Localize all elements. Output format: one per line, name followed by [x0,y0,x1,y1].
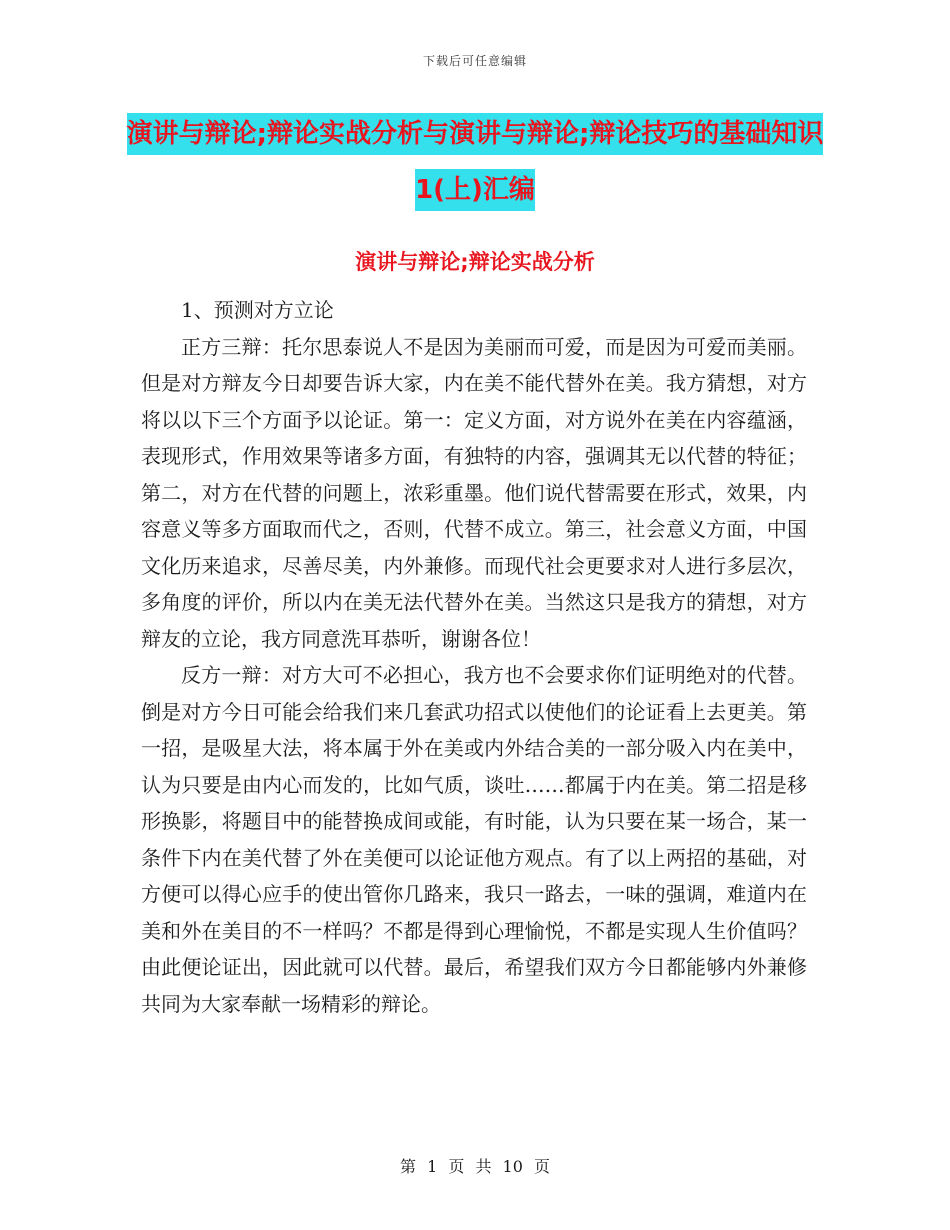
page-header-note: 下载后可任意编辑 [422,54,527,68]
document-body [141,292,807,1022]
paragraph: 正方三辩：托尔思泰说人不是因为美丽而可爱，而是因为可爱而美丽。但是对方辩友今日却要告诉大家，内在美不能代替外在美。我方猜想，对方将以以下三个方面予以论证。第一：定义方面，对方说外在美在内容蕴涵，表现形式，作用效果等诸多方面，有独特的内容，强调其无以代替的特征；第二，对方在代替的问题上，浓彩重墨。他们说代替需要在形式，效果，内容意义等多方面取而代之，否则，代替不成立。第三，社会意义方面，中国文化历来追求，尽善尽美，内外兼修。而现代社会更要求对人进行多层次，多角度的评价，所以内在美无法代替外在美。当然这只是我方的猜想，对方辩友的立论，我方同意洗耳恭听，谢谢各位！ [141,334,807,651]
document-title [120,106,830,218]
document-title-highlight: 演讲与辩论;辩论实战分析与演讲与辩论;辩论技巧的基础知识1(上)汇编 [127,113,824,211]
section-title: 演讲与辩论;辩论实战分析 [355,250,595,274]
paragraph: 反方一辩：对方大可不必担心，我方也不会要求你们证明绝对的代替。倒是对方今日可能会给我们来几套武功招式以使他们的论证看上去更美。第一招，是吸星大法，将本属于外在美或内外结合美的一部分吸入内在美中，认为只要是由内心而发的，比如气质，谈吐……都属于内在美。第二招是移形换影，将题目中的能替换成间或能，有时能，认为只要在某一场合，某一条件下内在美代替了外在美便可以论证他方观点。有了以上两招的基础，对方便可以得心应手的使出管你几路来，我只一路去，一味的强调，难道内在美和外在美目的不一样吗？不都是得到心理愉悦，不都是实现人生价值吗？由此便论证出，因此就可以代替。最后，希望我们双方今日都能够内外兼修共同为大家奉献一场精彩的辩论。 [141,663,807,1016]
paragraph-heading: 1、预测对方立论 [181,298,334,322]
page-footer: 第 1 页 共 10 页 [400,1157,550,1176]
